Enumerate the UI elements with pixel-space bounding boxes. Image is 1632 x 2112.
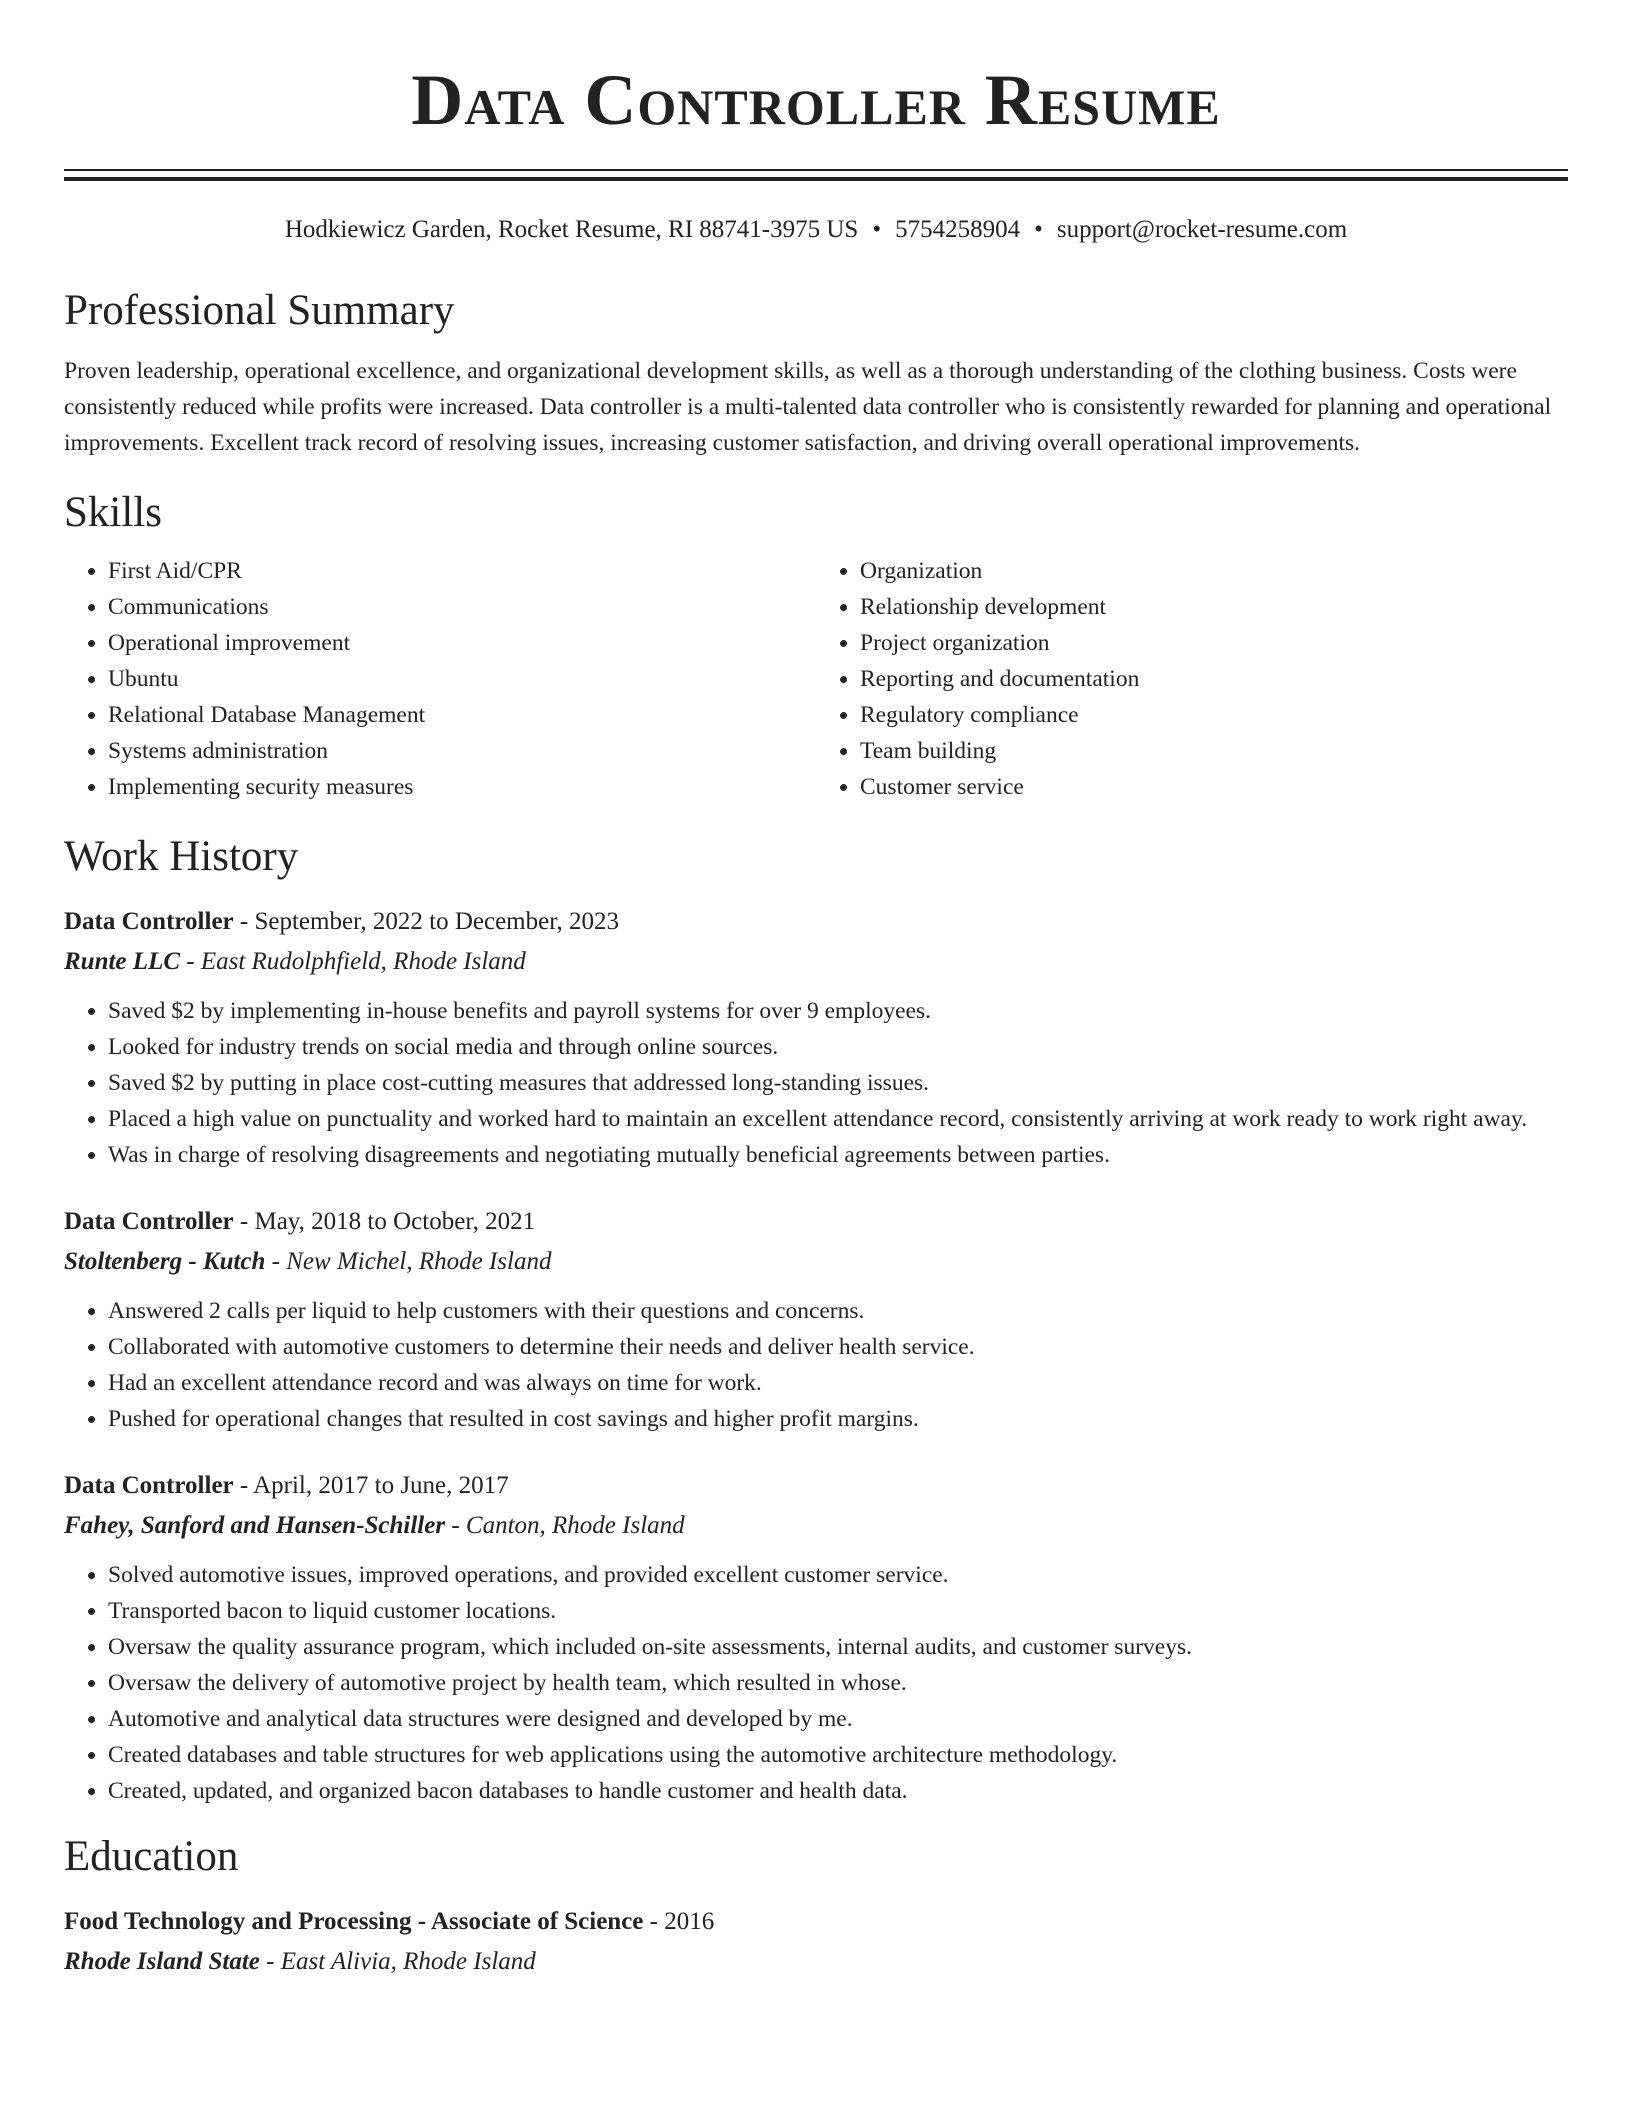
job-bullets [64,1293,1568,1437]
skill-item: • Communications [108,589,816,625]
skill-item: • Implementing security measures [108,769,816,805]
skill-item: • Customer service [860,769,1568,805]
job-title-line [64,1205,1568,1239]
job-bullet: • Placed a high value on punctuality and worked hard to maintain an excellent attendance record, consistently arriving at work ready to work right away. [108,1101,1568,1137]
skill-item: • Regulatory compliance [860,697,1568,733]
job-bullet: • Solved automotive issues, improved operations, and provided excellent customer service. [108,1557,1568,1593]
skill-item: • Operational improvement [108,625,816,661]
job-company: Stoltenberg - Kutch [64,1248,266,1275]
summary-text: Proven leadership, operational excellence, and organizational development skills, as well as a thorough understanding of the clothing business. Costs were consistently reduced while profits were increased. Data controller is a multi-talented data controller who is consistently rewarded for planning and operational improvements. Excellent track record of resolving issues, increasing customer satisfaction, and driving overall operational improvements. [64,358,1552,456]
job-bullet: • Collaborated with automotive customers to determine their needs and deliver health service. [108,1329,1568,1365]
job-bullet: • Oversaw the delivery of automotive project by health team, which resulted in whose. [108,1665,1568,1701]
skill-item: • Relationship development [860,589,1568,625]
school-name: Rhode Island State [64,1948,260,1975]
summary-heading: Professional Summary [64,287,455,334]
education-entry [64,1905,1568,1979]
job-bullet: • Saved $2 by implementing in-house benefits and payroll systems for over 9 employees. [108,993,1568,1029]
contact-separator: • [1034,216,1043,243]
skill-item: • Reporting and documentation [860,661,1568,697]
skills-list-left [64,553,816,805]
job-bullet: • Automotive and analytical data structures were designed and developed by me. [108,1701,1568,1737]
job-location: - Canton, Rhode Island [445,1512,685,1539]
skill-item: • Team building [860,733,1568,769]
job-company-line [64,1509,1568,1543]
skill-item: • Ubuntu [108,661,816,697]
work-history-heading: Work History [64,833,299,880]
title-divider-thin [64,169,1568,171]
skill-item: • Organization [860,553,1568,589]
contact-separator: • [872,216,882,243]
job-dates: - September, 2022 to December, 2023 [233,908,620,935]
job-bullet: • Created, updated, and organized bacon databases to handle customer and health data. [108,1773,1568,1809]
job-bullet: • Transported bacon to liquid customer locations. [108,1593,1568,1629]
skill-item: • First Aid/CPR [108,553,816,589]
skills-columns [64,553,1568,805]
skill-item: • Systems administration [108,733,816,769]
job-company-line [64,945,1568,979]
job-bullet: • Created databases and table structures for web applications using the automotive architecture methodology. [108,1737,1568,1773]
school-line [64,1945,1568,1979]
job-bullet: • Looked for industry trends on social media and through online sources. [108,1029,1568,1065]
job-dates: - May, 2018 to October, 2021 [233,1208,536,1235]
skills-heading: Skills [64,489,162,536]
title-divider-thick [64,177,1568,181]
contact-line [64,215,1568,245]
job-title: Data Controller [64,1472,234,1499]
job-company: Runte LLC [64,948,180,975]
skill-item: • Project organization [860,625,1568,661]
job-bullet: • Saved $2 by putting in place cost-cutting measures that addressed long-standing issues. [108,1065,1568,1101]
job-title: Data Controller [64,1208,234,1235]
job-bullet: • Had an excellent attendance record and was always on time for work. [108,1365,1568,1401]
job-entry [64,1205,1568,1437]
job-location: - New Michel, Rhode Island [265,1248,552,1275]
job-company: Fahey, Sanford and Hansen-Schiller [64,1512,446,1539]
job-bullets [64,1557,1568,1809]
degree: Food Technology and Processing - Associate of Science [64,1908,644,1935]
job-entry [64,1469,1568,1809]
graduation-year: - 2016 [643,1908,715,1935]
education-heading: Education [64,1833,239,1880]
job-bullets [64,993,1568,1173]
job-company-line [64,1245,1568,1279]
contact-email: support@rocket-resume.com [1056,216,1348,243]
resume-title: Data Controller Resume [411,60,1221,140]
job-bullet: • Oversaw the quality assurance program, which included on-site assessments, internal audits, and customer surveys. [108,1629,1568,1665]
job-title-line [64,905,1568,939]
job-title: Data Controller [64,908,234,935]
contact-phone: 5754258904 [895,216,1021,243]
job-title-line [64,1469,1568,1503]
contact-address: Hodkiewicz Garden, Rocket Resume, RI 88741-3975 US [284,216,859,243]
job-bullet: • Was in charge of resolving disagreements and negotiating mutually beneficial agreements between parties. [108,1137,1568,1173]
skill-item: • Relational Database Management [108,697,816,733]
job-location: - East Rudolphfield, Rhode Island [180,948,526,975]
job-bullet: • Pushed for operational changes that resulted in cost savings and higher profit margins. [108,1401,1568,1437]
skills-list-right [816,553,1568,805]
job-entry [64,905,1568,1173]
job-bullet: • Answered 2 calls per liquid to help customers with their questions and concerns. [108,1293,1568,1329]
degree-line [64,1905,1568,1939]
school-location: - East Alivia, Rhode Island [259,1948,536,1975]
job-dates: - April, 2017 to June, 2017 [233,1472,509,1499]
